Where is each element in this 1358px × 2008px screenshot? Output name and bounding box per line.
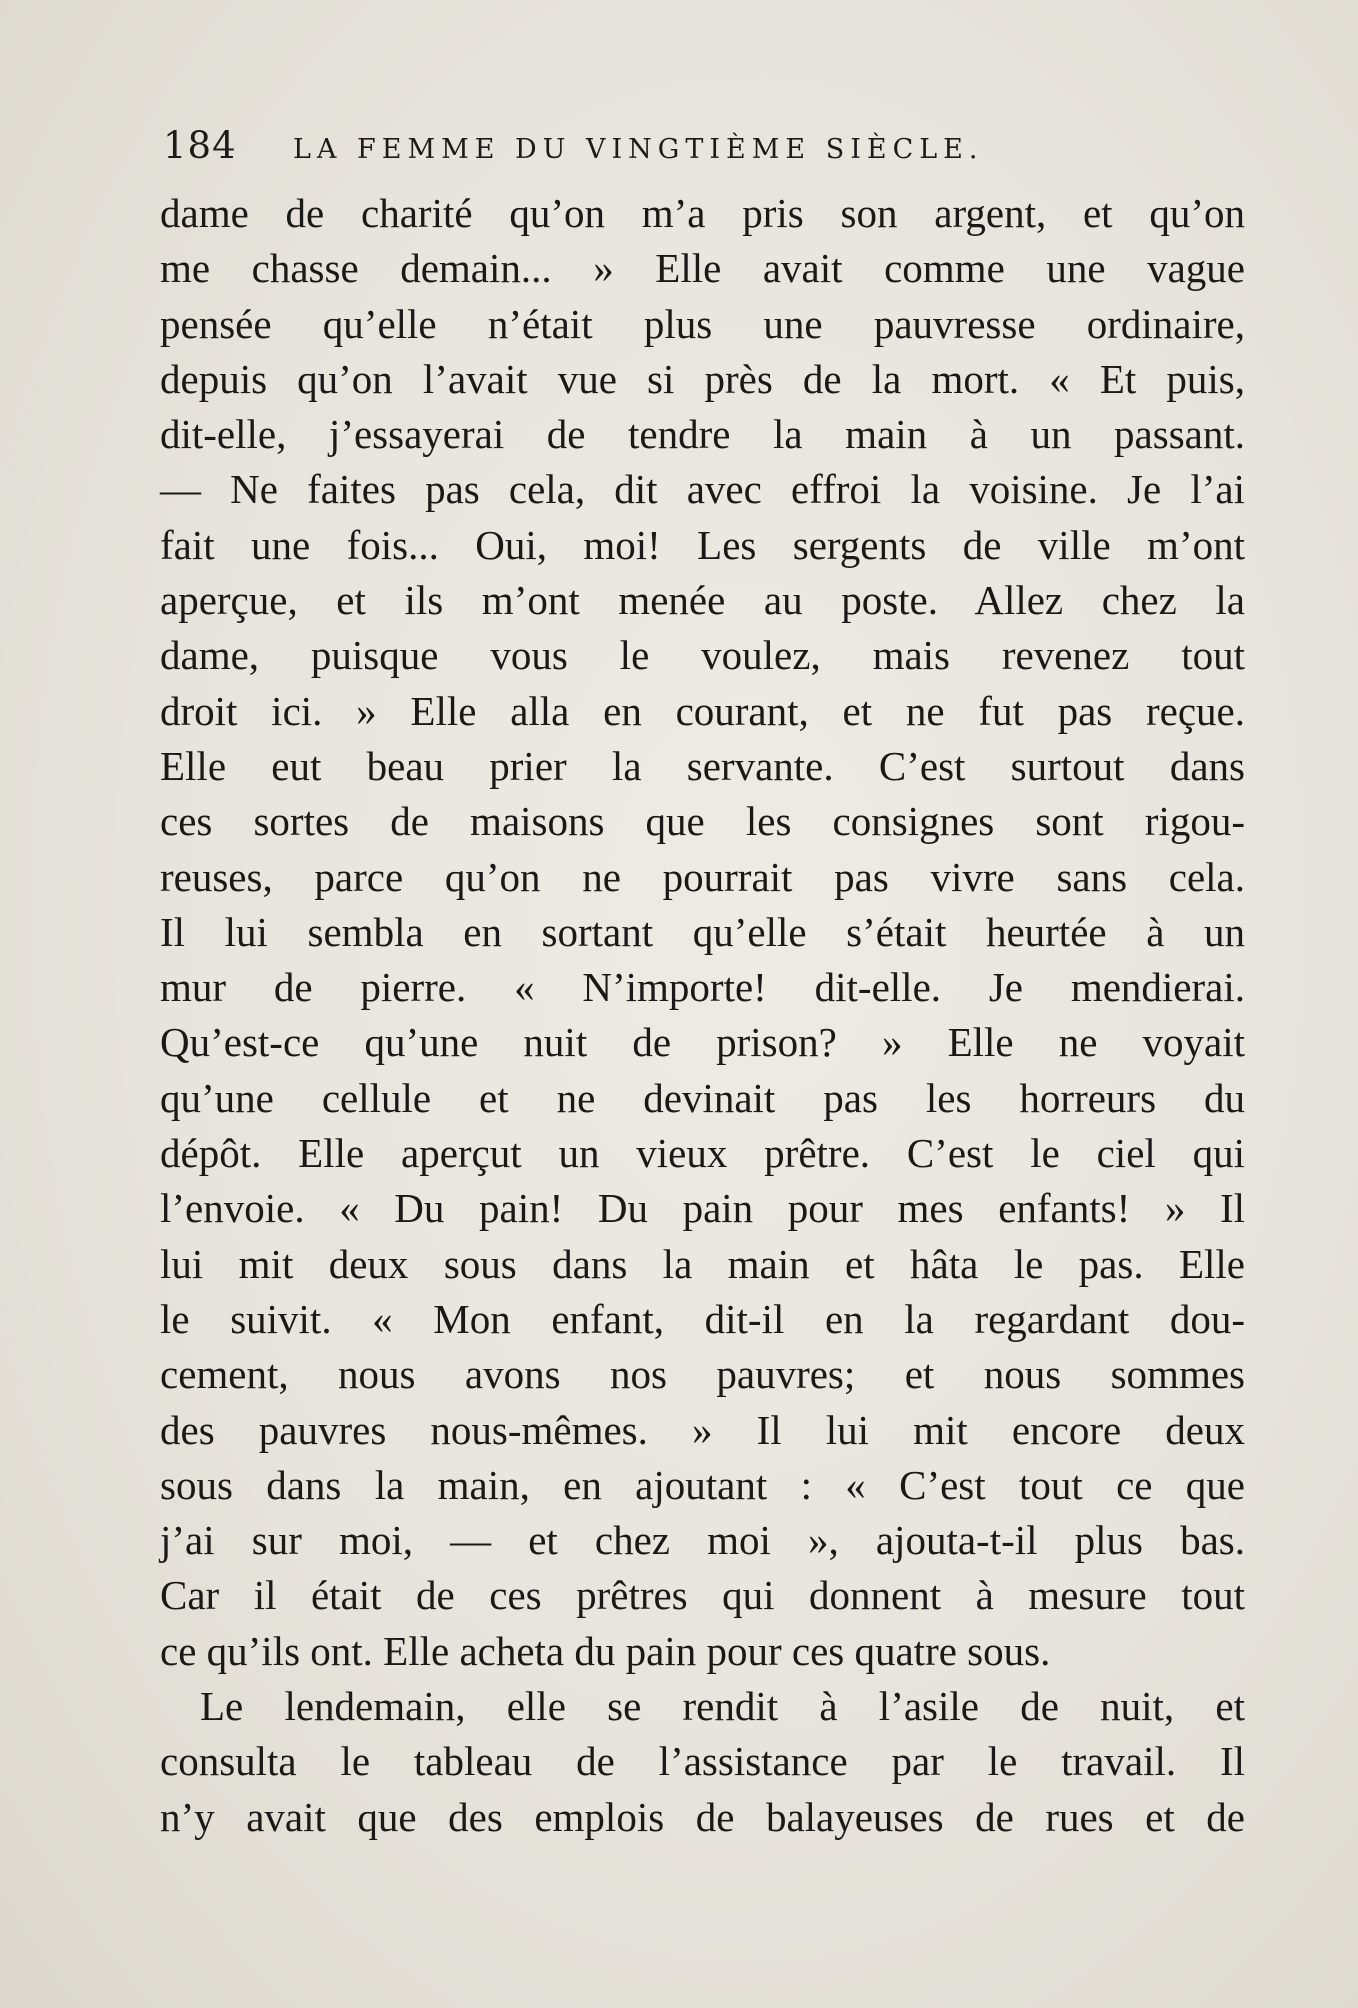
text-line: lui mit deux sous dans la main et hâta le pas. Elle	[160, 1240, 1245, 1287]
text-line: le suivit. « Mon enfant, dit-il en la regardant dou-	[160, 1295, 1245, 1342]
text-line: qu’une cellule et ne devinait pas les horreurs du	[160, 1074, 1245, 1121]
text-line: — Ne faites pas cela, dit avec effroi la voisine. Je l’ai	[160, 466, 1245, 513]
text-line: ces sortes de maisons que les consignes sont rigou-	[160, 798, 1245, 845]
text-line: depuis qu’on l’avait vue si près de la mort. « Et puis,	[160, 355, 1245, 402]
text-line: dit-elle, j’essayerai de tendre la main à un passant.	[160, 411, 1245, 458]
text-line: dame, puisque vous le voulez, mais revenez tout	[160, 632, 1245, 679]
text-line: sous dans la main, en ajoutant : « C’est tout ce que	[160, 1461, 1245, 1508]
text-line: fait une fois... Oui, moi! Les sergents de ville m’ont	[160, 521, 1245, 568]
text-line: l’envoie. « Du pain! Du pain pour mes enfants! » Il	[160, 1185, 1245, 1232]
text-line: me chasse demain... » Elle avait comme une vague	[160, 245, 1245, 292]
text-line: n’y avait que des emplois de balayeuses de rues et de	[160, 1793, 1245, 1840]
text-line: ce qu’ils ont. Elle acheta du pain pour ces quatre sous.	[160, 1627, 1051, 1674]
text-line: pensée qu’elle n’était plus une pauvresse ordinaire,	[160, 300, 1245, 347]
page-header	[163, 118, 1123, 178]
paragraph	[160, 186, 1245, 1679]
text-line: Le lendemain, elle se rendit à l’asile de nuit, et	[200, 1683, 1245, 1730]
text-line: Car il était de ces prêtres qui donnent à mesure tout	[160, 1572, 1245, 1619]
text-line: Il lui sembla en sortant qu’elle s’était heurtée à un	[160, 908, 1245, 955]
text-line: dame de charité qu’on m’a pris son argent, et qu’on	[160, 190, 1245, 236]
text-line: reuses, parce qu’on ne pourrait pas vivre sans cela.	[160, 853, 1245, 900]
text-line: des pauvres nous-mêmes. » Il lui mit encore deux	[160, 1406, 1245, 1453]
running-title: LA FEMME DU VINGTIÈME SIÈCLE.	[293, 134, 984, 165]
text-line: droit ici. » Elle alla en courant, et ne fut pas reçue.	[160, 687, 1245, 734]
body-text	[160, 186, 1245, 1845]
paragraph	[160, 1679, 1245, 1845]
text-line: consulta le tableau de l’assistance par le travail. Il	[160, 1738, 1245, 1785]
text-line: Qu’est-ce qu’une nuit de prison? » Elle ne voyait	[160, 1019, 1245, 1066]
text-line: j’ai sur moi, — et chez moi », ajouta-t-il plus bas.	[160, 1517, 1245, 1564]
text-line: aperçue, et ils m’ont menée au poste. Allez chez la	[160, 577, 1245, 624]
text-line: cement, nous avons nos pauvres; et nous sommes	[160, 1351, 1245, 1398]
text-line: mur de pierre. « N’importe! dit-elle. Je mendierai.	[160, 964, 1245, 1011]
text-line: Elle eut beau prier la servante. C’est surtout dans	[160, 742, 1245, 789]
text-line: dépôt. Elle aperçut un vieux prêtre. C’est le ciel qui	[160, 1130, 1245, 1177]
page-number: 184	[163, 124, 237, 167]
